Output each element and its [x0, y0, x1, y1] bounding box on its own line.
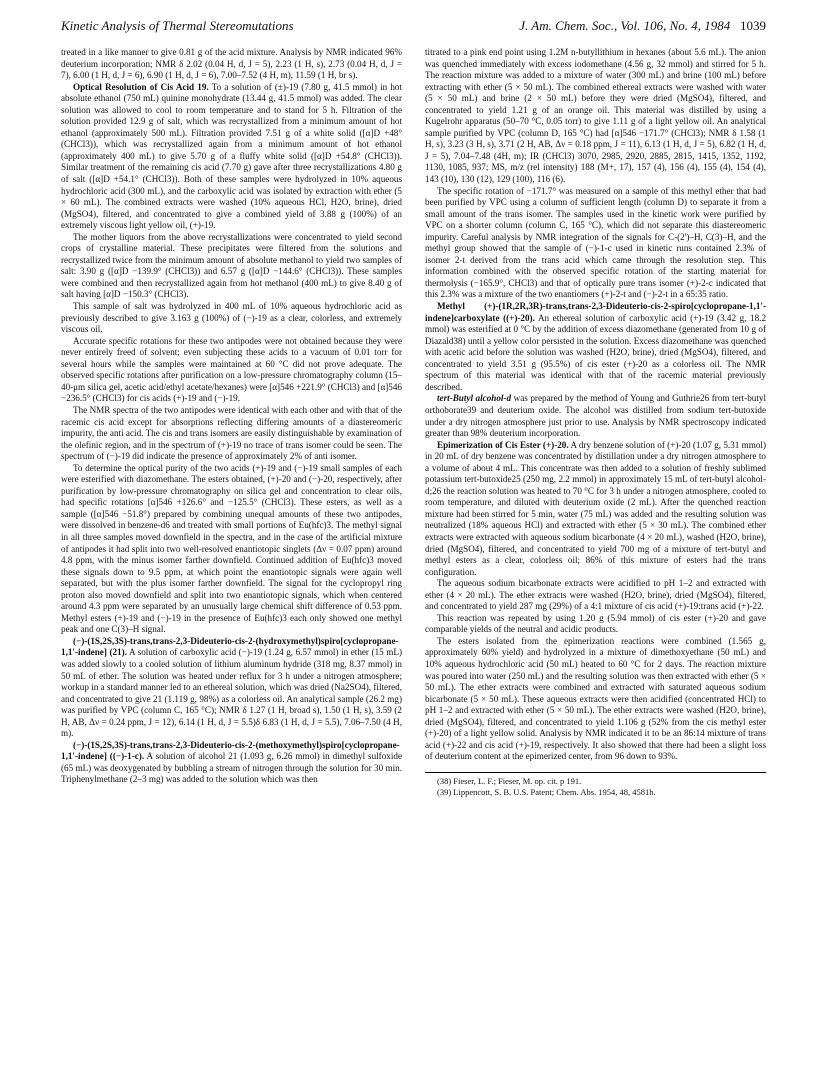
paragraph — [425, 440, 766, 579]
journal-volume: Vol. 106, No. 4, 1984 — [620, 18, 731, 33]
paragraph — [61, 740, 402, 786]
paragraph-text: A dry benzene solution of (+)-20 (1.07 g, 5.31 mmol) in 20 mL of dry benzene was concentrated by distillation under a dry nitrogen atmosphere to a volume of about 4 mL. This concentrate was then added to a solution of freshly sublimed potassium tert-butoxide25 (250 mg, 2.2 mmol) in approximately 15 mL of tert-butyl alcohol-d;26 the reaction solution was heated to 70 °C for 3 h under a nitrogen atmosphere, cooled to room temperature, and diluted with deuterium oxide (2 mL). After the quenched reaction mixture had been stirred for 5 min, water (75 mL) was added and the resulting solution was neutralized (18% aqueous HCl) and extracted with ether (5 × 30 mL). The combined ether extracts were extracted with aqueous sodium bicarbonate (4 × 20 mL), washed (H2O, brine), dried (MgSO4), filtered, and concentrated to yield 700 mg of a mixture of tert-butyl and methyl esters as a clear, colorless oil; 86% of this mixture of esters had the trans configuration. — [425, 439, 766, 577]
footnote: (39) Lippencott, S. B. U.S. Patent; Chem. Abs. 1954, 48, 4581h. — [437, 786, 656, 797]
section-heading: Methyl (+)-(1R,2R,3R)-trans,trans-2,3-Dideuterio-cis-2-spiro[cyclopropane-1,1'-indene]carboxylate ((+)-20). — [425, 301, 766, 323]
left-column — [61, 47, 402, 786]
right-column — [425, 47, 766, 798]
section-heading: (−)-(1S,2S,3S)-trans,trans-2,3-Dideuterio-cis-2-(methoxymethyl)spiro[cyclopropane-1,1'-indene] ((−)-1-c). — [61, 739, 400, 762]
section-heading: tert-Butyl alcohol-d — [437, 393, 512, 404]
paragraph: To determine the optical purity of the two acids (+)-19 and (−)-19 small samples of each were esterified with diazomethane. The esters obtained, (+)-20 and (−)-20, respectively, after purification by low-pressure chromatography on silica gel and concentration to clear oils, had specific rotations [α]546 +126.6° and −125.5° (CHCl3). These esters, as well as a sample ([α]546 −51.8°) prepared by combining unequal amounts of these two antipodes, were dissolved in benzene-d6 and treated with small portions of Eu(hfc)3. The methyl signal in all three samples moved downfield in the spectra, and in the case of the artificial mixture of antipodes it had split into two well-resolved enantiotopic singlets (Δν = 0.07 ppm) around 4.8 ppm, with the minus isomer farther downfield. Continued addition of Eu(hfc)3 moved these signals down to 9.5 ppm, at which point the enantiotopic signals were again well separated, but with the plus isomer farther downfield. The signal for the cyclopropyl ring proton also moved downfield and split into two enantiotopic signals, which when centered around 4.3 ppm were separated by an unusually large chemical shift difference of 0.53 ppm. Methyl esters (+)-19 and (−)-19 in the presence of Eu(hfc)3 each only showed one methyl peak and one C(3)–H signal. — [61, 462, 402, 635]
paragraph — [61, 82, 402, 232]
paragraph: This sample of salt was hydrolyzed in 400 mL of 10% aqueous hydrochloric acid as previously described to give 3.163 g (100%) of (−)-19 as a clear, colorless, and extremely viscous oil. — [61, 301, 402, 335]
paragraph: treated in a like manner to give 0.81 g of the acid mixture. Analysis by NMR indicated 96% deuterium incorporation; NMR δ 2.02 (0.04 H, d, J = 5), 2.23 (1 H, s), 2.73 (0.04 H, d, J = 7), 6.00 (1 H, d, J = 6), 6.90 (1 H, d, J = 6), 7.00–7.52 (4 H, m), 11.59 (1 H, br s). — [61, 47, 402, 81]
journal-name: J. Am. Chem. Soc., — [519, 18, 618, 33]
paragraph: This reaction was repeated by using 1.20 g (5.94 mmol) of cis ester (+)-20 and gave comparable yields of the neutral and acidic products. — [425, 612, 766, 635]
footnote: (38) Fieser, L. F.; Fieser, M. op. cit. p 191. — [437, 775, 582, 786]
paragraph-text: was prepared by the method of Young and Guthrie26 from tert-butyl orthoborate39 and deuterium oxide. The alcohol was distilled from sodium tert-butoxide under a dry nitrogen atmosphere just prior to use. Analysis by NMR spectroscopy indicated greater than 98% deuterium incorporation. — [425, 393, 766, 439]
paragraph-text: A solution of carboxylic acid (−)-19 (1.24 g, 6.57 mmol) in ether (15 mL) was added slowly to a cooled solution of lithium aluminum hydride (318 mg, 8.37 mmol) in 50 mL of ether. The solution was heated under reflux for 3 h under a nitrogen atmosphere; workup in a standard manner led to an ethereal solution, which was dried (Na2SO4), filtered, and concentrated to give 21 (1.119 g, 98%) as a colorless oil. An analytical sample (26.2 mg) was purified by VPC (column C, 165 °C); NMR δ 1.27 (1 H, broad s), 1.50 (1 H, s), 3.59 (2 H, AB, Δν = 0.24 ppm, J = 12), 6.14 (1 H, d, J = 5.5)δ 6.83 (1 H, d, J = 5.5), 7.06–7.50 (4 H, m). — [61, 647, 402, 739]
paragraph: The specific rotation of −171.7° was measured on a sample of this methyl ether that had been purified by VPC using a column of sufficient length (column D) to separate it from a small amount of the trans isomer. The samples used in the kinetic work were purified by VPC on a shorter column (column C, 165 °C), which did not separate this diastereomeric impurity. Careful analysis by NMR integration of the signals for C-(2')–H, C(3)–H, and the methyl group showed that the sample of (−)-1-c used in kinetic runs contained 2.3% of isomer 2-t derived from the trans acid which came through the resolution step. This information combined with the observed specific rotation of the starting material for thermolysis (−165.9°, CHCl3) and that of optically pure trans isomer (+)-2-c indicated that this 2.3% was a mixture of the two enantiomers (+)-2-t and (−)-2-t in a 65:35 ratio. — [425, 185, 766, 300]
footnotes — [425, 772, 766, 798]
paragraph — [425, 301, 766, 393]
section-heading: (−)-(1S,2S,3S)-trans,trans-2,3-Dideuterio-cis-2-(hydroxymethyl)spiro[cyclopropane-1,1'-indene] (21). — [61, 635, 399, 658]
paragraph: The esters isolated from the epimerization reactions were combined (1.565 g, approximately 60% yield) and hydrolyzed in a mixture of dimethoxyethane (50 mL) and 10% aqueous hydrochloric acid (50 mL) heated to 60 °C for 2 days. The reaction mixture was poured into water (250 mL) and the resulting solution was then extracted with ether (5 × 50 mL). The ether extracts were combined and extracted with saturated aqueous sodium bicarbonate (5 × 50 mL). These aqueous extracts were then acidified (concentrated HCl) to pH 1–2 and extracted with ether (5 × 50 mL). The ether extracts were washed (H2O, brine), dried (MgSO4), filtered, and concentrated to yield 1.106 g (52% from the cis methyl ester (+)-20) of a light yellow solid. Analysis by NMR indicated it to be an 86:14 mixture of trans acid (+)-22 and cis acid (+)-19, respectively. It also showed that there had been a slight loss of deuterium content at the epimerized center, from 96 down to 93%. — [425, 635, 766, 762]
journal-citation — [519, 18, 766, 34]
paragraph — [61, 636, 402, 740]
section-heading: Epimerization of Cis Ester (+)-20. — [437, 439, 569, 450]
paragraph: titrated to a pink end point using 1.2M n-butyllithium in hexanes (about 5.6 mL). The anion was quenched immediately with excess iodomethane (4.56 g, 32 mmol) and stirred for 5 h. The reaction mixture was added to a mixture of water (300 mL) and brine (100 mL) before extracting with ether (5 × 50 mL). The combined ethereal extracts were washed with water (5 × 50 mL) and brine (2 × 50 mL) before they were dried (MgSO4), filtered, and concentrated to yield 1.21 g of an orange oil. This material was distilled by using a Kugelrohr apparatus (50–70 °C, 0.05 torr) to give 1.11 g of a light yellow oil. An analytical sample purified by VPC (column D, 165 °C) had [α]546 −171.7° (CHCl3); NMR δ 1.58 (1 H, s), 3.23 (3 H, s), 3.71 (2 H, AB, Δν = 0.18 ppm, J = 11), 6.13 (1 H, d, J = 5), 6.82 (1 H, d, J = 5), 7.04–7.48 (4H, m); IR (CHCl3) 3070, 2985, 2920, 2885, 2815, 1415, 1352, 1192, 1130, 1085, 937; MS, m/z (rel intensity) 188 (M+, 17), 157 (4), 156 (4), 155 (4), 154 (4), 143 (10), 130 (12), 129 (100), 116 (6). — [425, 47, 766, 185]
paragraph: Accurate specific rotations for these two antipodes were not obtained because they were never entirely freed of solvent; even subjecting these acids to a vacuum of 0.01 torr for several hours while the samples were maintained at 60 °C did not prove adequate. The observed specific rotations after purification on a low-pressure chromatography column (15–40-μm silica gel, acetic acid/ethyl acetate/hexanes) were [α]546 +221.9° (CHCl3) and [α]546 −236.5° (CHCl3) for cis acids (+)-19 and (−)-19. — [61, 335, 402, 404]
paragraph: The NMR spectra of the two antipodes were identical with each other and with that of the racemic cis acid except for absorptions reflecting differing amounts of a diastereomeric impurity, the anti acid. The cis and trans isomers are easily distinguishable by examination of the olefinic region, and in the spectrum of (+)-19 no trace of trans isomer could be seen. The spectrum of (−)-19 did indicate the presence of approximately 2% of anti isomer. — [61, 404, 402, 462]
running-header — [61, 18, 766, 36]
section-heading: Optical Resolution of Cis Acid 19. — [73, 81, 209, 92]
running-title: Kinetic Analysis of Thermal Stereomutations — [61, 18, 294, 33]
paragraph-text: To a solution of (±)-19 (7.80 g, 41.5 mmol) in hot absolute ethanol (750 mL) quinine monohydrate (13.44 g, 41.5 mmol) was added. The clear solution was allowed to cool to room temperature and to stand for 5 h. Filtration of the solution provided 12.9 g of salt, which was recrystallized from a minimum amount of hot ethanol (approximately 500 mL). Filtration provided 7.51 g of a white solid ([α]D +48° (CHCl3)), which was recrystallized again from a minimum amount of hot ethanol (approximately 400 mL) to give 5.70 g of a fluffy white solid ([α]D +54.8° (CHCl3)). Similar treatment of the remaining cis acid (7.70 g) gave after three recrystallizations 4.80 g of salt ([α]D +54.1° (CHCl3)). Both of these samples were hydrolyzed in 10% aqueous hydrochloric acid (300 mL), and the carboxylic acid was isolated by extraction with ether (5 × 60 mL). The combined extracts were washed (10% aqueous HCl, H2O, brine), dried (MgSO4), filtered, and concentrated to give a combined yield of 3.88 g (100%) of an extremely viscous light yellow oil, (+)-19. — [61, 81, 402, 231]
paragraph-text: An ethereal solution of carboxylic acid (+)-19 (3.42 g, 18.2 mmol) was esterified at 0 °C by the addition of excess diazomethane (generated from 10 g of Diazald38) until a yellow color persisted in the solution. Excess diazomethane was quenched with acetic acid before the solution was washed (H2O, brine), dried (MgSO4), filtered, and concentrated to yield 3.51 g (95.5%) of cis ester (+)-20 as a colorless oil. The NMR spectrum of this material was identical with that of the racemic material previously described. — [425, 312, 767, 392]
paragraph-text: A solution of alcohol 21 (1.093 g, 6.26 mmol) in dimethyl sulfoxide (65 mL) was deoxygenated by bubbling a stream of nitrogen through the solution for 30 min. Triphenylmethane (2–3 mg) was added to the solution which was then — [61, 751, 402, 785]
page-number: 1039 — [740, 18, 766, 33]
paragraph: The mother liquors from the above recrystallizations were concentrated to yield second crops of crystalline material. These precipitates were filtered from the solutions and recrystallized twice from the minimum amount of absolute methanol to yield two samples of salt: 3.90 g ([α]D −139.9° (CHCl3)) and 6.57 g ([α]D −144.6° (CHCl3)). These samples were combined and then recrystallized again from hot methanol (400 mL) to give 8.40 g of salt having [α]D −150.3° (CHCl3). — [61, 231, 402, 300]
paragraph — [425, 393, 766, 439]
paragraph: The aqueous sodium bicarbonate extracts were acidified to pH 1–2 and extracted with ether (4 × 20 mL). The ether extracts were washed (H2O, brine), dried (MgSO4), filtered, and concentrated to yield 287 mg (29%) of a 4:1 mixture of cis acid (+)-19:trans acid (+)-22. — [425, 578, 766, 612]
